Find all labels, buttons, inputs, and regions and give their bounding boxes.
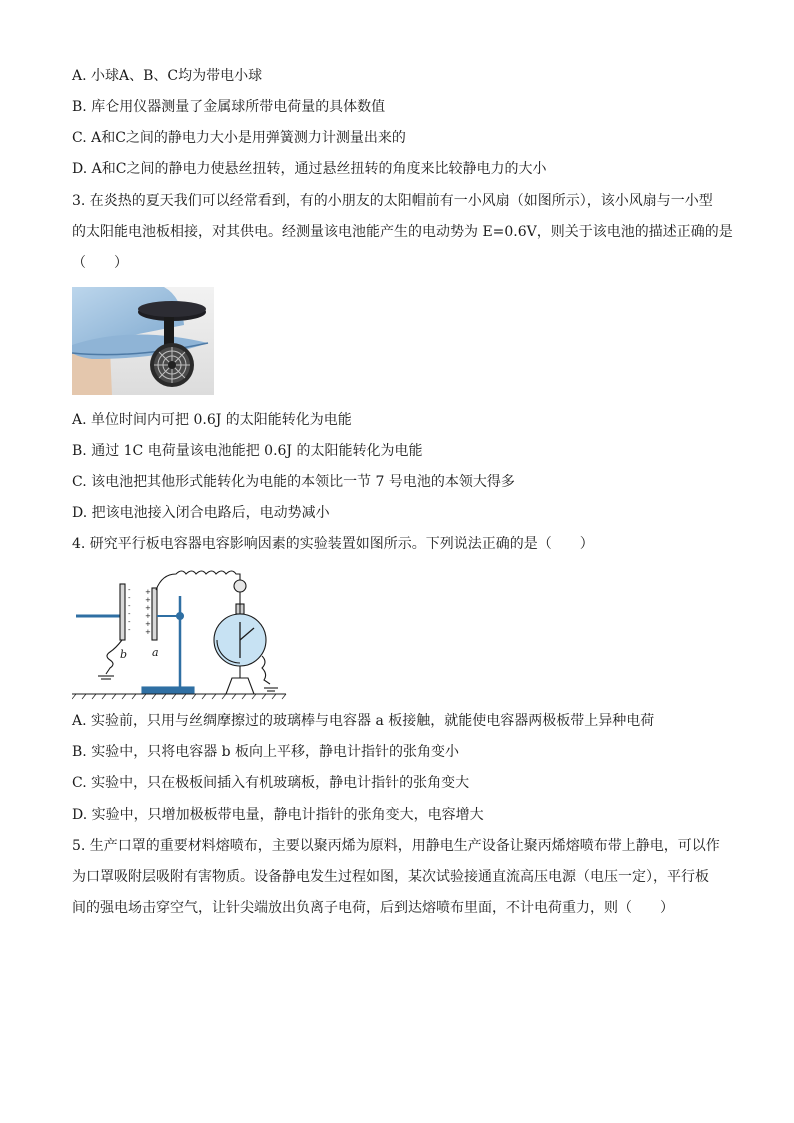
svg-text:-: - — [128, 610, 131, 618]
svg-text:+: + — [145, 620, 151, 628]
plate-b-label: b — [120, 648, 128, 661]
q4-stem: 4. 研究平行板电容器电容影响因素的实验装置如图所示。下列说法正确的是（ ） — [72, 536, 594, 552]
q3-stem-line1: 3. 在炎热的夏天我们可以经常看到，有的小朋友的太阳帽前有一小风扇（如图所示），该小风扇与一小型 — [72, 193, 713, 209]
svg-text:+: + — [145, 596, 151, 604]
solar-fan-hat-photo — [72, 287, 214, 399]
svg-text:+: + — [145, 604, 151, 612]
q3-stem-line2: 的太阳能电池板相接，对其供电。经测量该电池能产生的电动势为 E=0.6V，则关于该电池的描述正确的是 — [72, 224, 733, 240]
q2-option-d: D. A和C之间的静电力使悬丝扭转，通过悬丝扭转的角度来比较静电力的大小 — [72, 161, 547, 177]
q4-option-b: B. 实验中，只将电容器 b 板向上平移，静电计指针的张角变小 — [72, 744, 460, 760]
svg-text:-: - — [128, 626, 131, 634]
plate-a-label: a — [152, 646, 159, 659]
svg-text:-: - — [128, 586, 131, 594]
svg-text:-: - — [128, 602, 131, 610]
q5-stem-line3: 间的强电场击穿空气，让针尖端放出负离子电荷，后到达熔喷布里面，不计电荷重力，则（ ） — [72, 900, 674, 916]
q3-option-a: A. 单位时间内可把 0.6J 的太阳能转化为电能 — [72, 412, 352, 428]
q3-option-c: C. 该电池把其他形式能转化为电能的本领比一节 7 号电池的本领大得多 — [72, 474, 515, 490]
q4-option-c: C. 实验中，只在极板间插入有机玻璃板，静电计指针的张角变大 — [72, 775, 470, 791]
svg-text:+: + — [145, 612, 151, 620]
svg-text:+: + — [145, 628, 151, 636]
svg-text:+: + — [145, 588, 151, 596]
q5-stem-line2: 为口罩吸附层吸附有害物质。设备静电发生过程如图，某次试验接通直流高压电源（电压一定），平行板 — [72, 869, 709, 885]
q2-option-b: B. 库仑用仪器测量了金属球所带电荷量的具体数值 — [72, 99, 386, 115]
svg-text:-: - — [128, 618, 131, 626]
q2-option-c: C. A和C之间的静电力大小是用弹簧测力计测量出来的 — [72, 130, 406, 146]
q3-option-b: B. 通过 1C 电荷量该电池能把 0.6J 的太阳能转化为电能 — [72, 443, 423, 459]
q3-option-d: D. 把该电池接入闭合电路后，电动势减小 — [72, 505, 330, 521]
q5-stem-line1: 5. 生产口罩的重要材料熔喷布，主要以聚丙烯为原料，用静电生产设备让聚丙烯熔喷布带上静电，可以作 — [72, 838, 720, 854]
svg-text:-: - — [128, 594, 131, 602]
q2-option-a: A. 小球A、B、C均为带电小球 — [72, 68, 263, 84]
q4-option-d: D. 实验中，只增加极板带电量，静电计指针的张角变大，电容增大 — [72, 807, 484, 823]
capacitor-electroscope-diagram — [72, 566, 290, 704]
q3-stem-line3: （ ） — [72, 255, 128, 271]
q4-option-a: A. 实验前，只用与丝绸摩擦过的玻璃棒与电容器 a 板接触，就能使电容器两极板带上异种电荷 — [72, 713, 655, 729]
